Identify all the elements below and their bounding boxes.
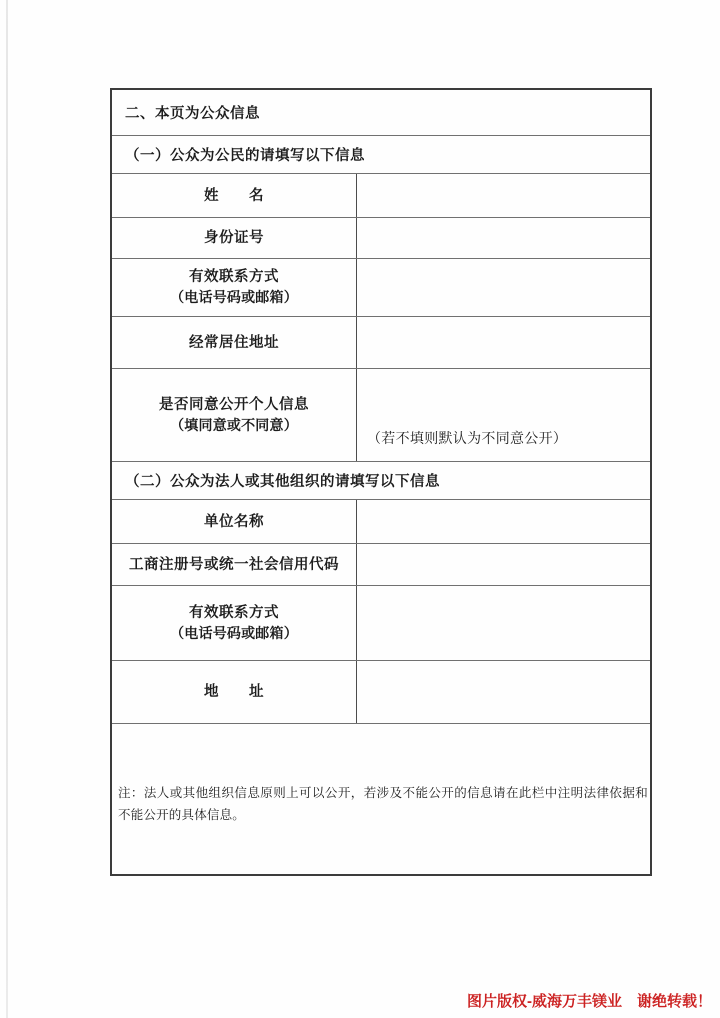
section-title: 二、本页为公众信息 [125, 106, 260, 122]
row-contact-org [112, 586, 650, 661]
row-consent-disclosure [112, 369, 650, 462]
table-row-title [112, 90, 650, 136]
row-legal-note [112, 724, 650, 874]
field-label-name-text: 姓 名 [204, 187, 264, 204]
field-label-consent-sub: （填同意或不同意） [170, 418, 298, 434]
field-value-registration-code [357, 544, 650, 585]
row-id-number [112, 218, 650, 259]
row-contact-citizen [112, 259, 650, 317]
field-value-id-number [357, 218, 650, 258]
legal-note-cell [112, 724, 652, 874]
field-value-contact-citizen [357, 259, 650, 316]
field-label-id-number-text: 身份证号 [204, 230, 264, 246]
field-label-consent [112, 369, 357, 461]
field-label-contact-org [112, 586, 357, 660]
field-value-contact-org [357, 586, 650, 660]
field-label-name [112, 174, 357, 217]
citizen-section-header: （一）公众为公民的请填写以下信息 [125, 148, 365, 164]
scan-edge-artifact [6, 0, 8, 1018]
legal-note-text: 注：法人或其他组织信息原则上可以公开，若涉及不能公开的信息请在此栏中注明法律依据和不能公开的具体信息。 [118, 786, 648, 822]
row-org-name [112, 500, 650, 544]
field-label-org-address-text: 地 址 [204, 684, 264, 700]
field-value-residence-address [357, 317, 650, 368]
row-residence-address [112, 317, 650, 369]
field-label-consent-text: 是否同意公开个人信息 [159, 396, 309, 413]
field-label-contact-citizen [112, 259, 357, 316]
field-value-consent [357, 369, 650, 461]
field-label-contact-citizen-sub: （电话号码或邮箱） [170, 291, 298, 306]
row-org-address [112, 661, 650, 724]
field-value-name [357, 174, 650, 217]
field-value-org-name [357, 500, 650, 543]
public-info-form-table [110, 88, 652, 876]
copyright-watermark: 图片版权-威海万丰镁业 谢绝转载！ [467, 993, 712, 1010]
field-label-contact-org-sub: （电话号码或邮箱） [170, 626, 298, 642]
field-label-contact-org-text: 有效联系方式 [189, 604, 279, 621]
field-label-registration-code [112, 544, 357, 585]
consent-default-note: （若不填则默认为不同意公开） [367, 432, 568, 447]
field-label-contact-citizen-text: 有效联系方式 [189, 269, 279, 285]
field-label-residence-address [112, 317, 357, 368]
field-label-registration-code-text: 工商注册号或统一社会信用代码 [129, 556, 339, 573]
field-label-org-name-text: 单位名称 [204, 513, 264, 530]
field-label-org-address [112, 661, 357, 723]
org-section-header: （二）公众为法人或其他组织的请填写以下信息 [125, 474, 440, 490]
field-label-org-name [112, 500, 357, 543]
field-value-org-address [357, 661, 650, 723]
row-name [112, 174, 650, 218]
field-label-residence-address-text: 经常居住地址 [189, 334, 279, 351]
row-registration-code [112, 544, 650, 586]
table-row-org-header [112, 462, 650, 500]
table-row-citizen-header [112, 136, 650, 174]
field-label-id-number [112, 218, 357, 258]
